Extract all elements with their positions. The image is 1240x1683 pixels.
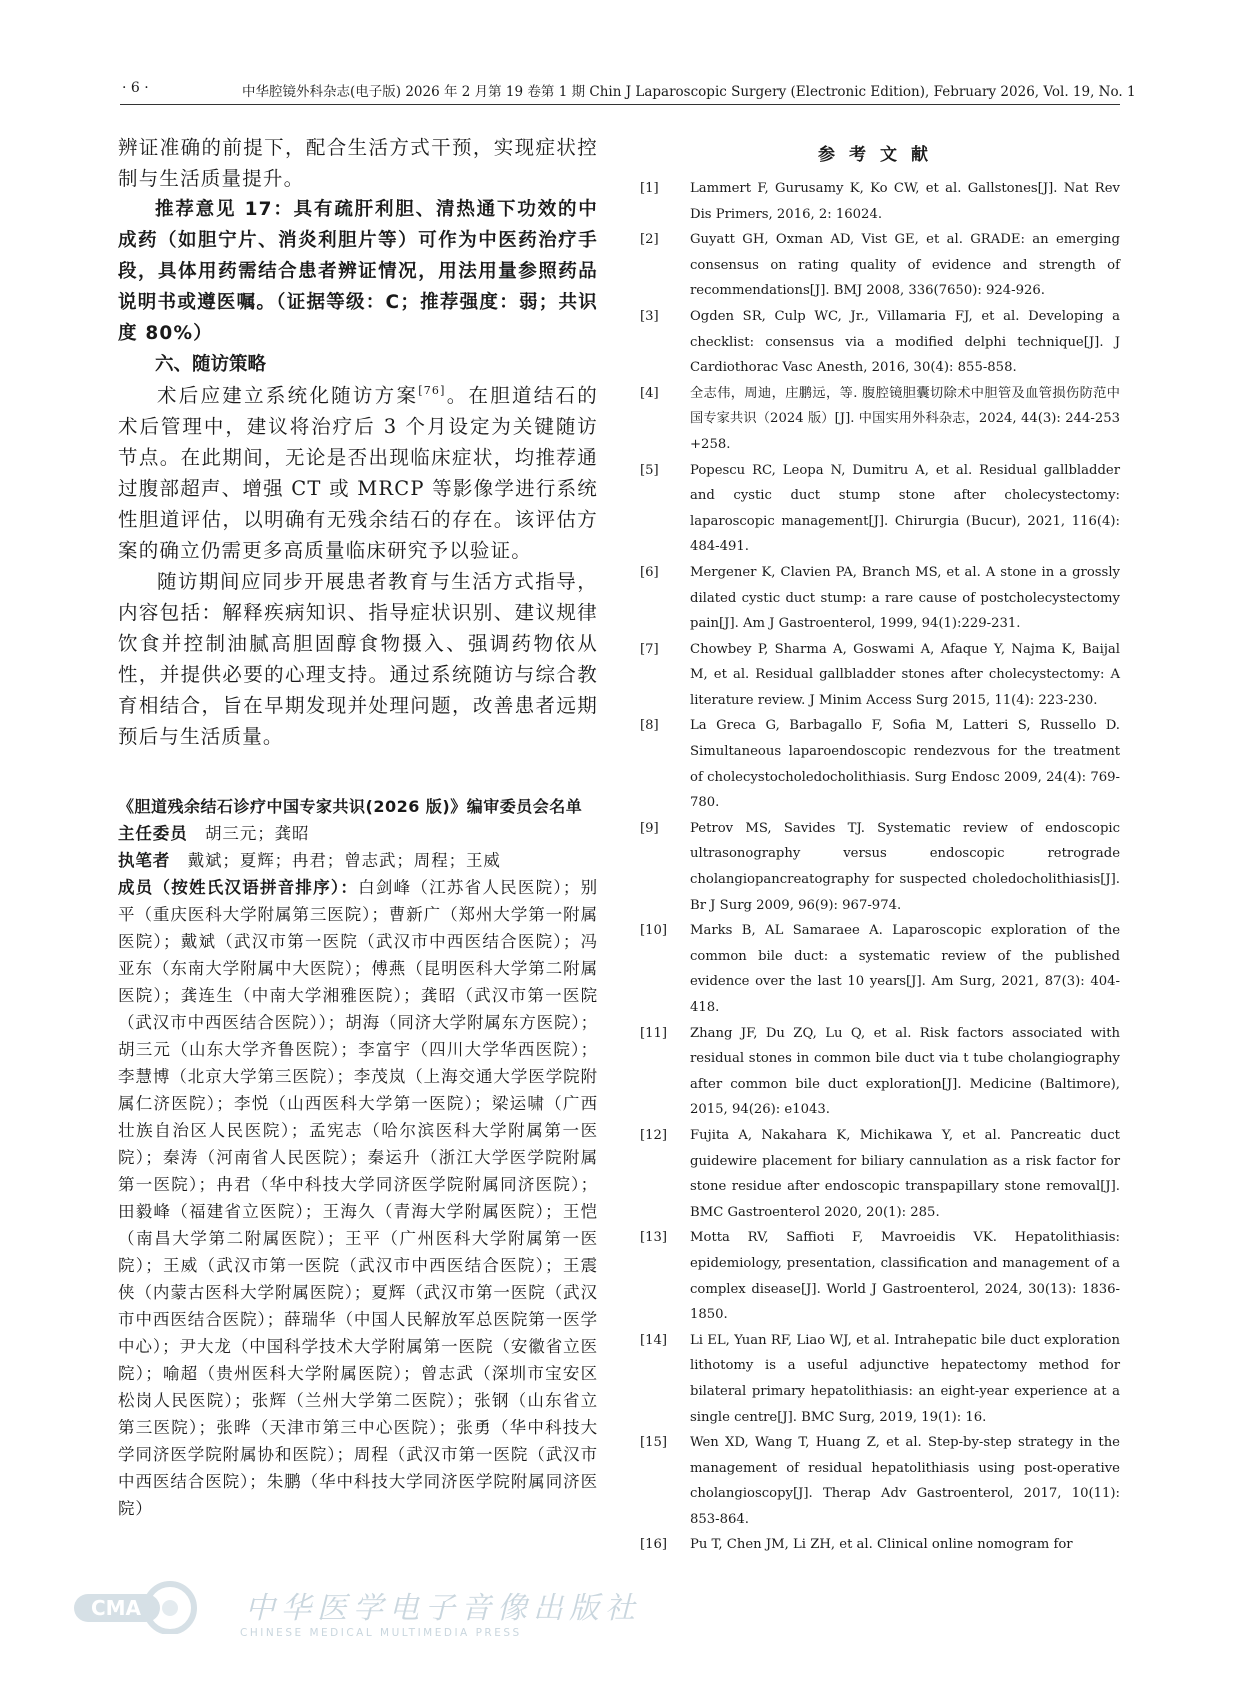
committee-members: 成员（按姓氏汉语拼音排序）：白剑峰（江苏省人民医院）；别平（重庆医科大学附属第三医院）；曹新广（郑州大学第一附属医院）；戴斌（武汉市第一医院（武汉市中西医结合医院）；冯亚东（东南大学附属中大医院）；傅燕（昆明医科大学第二附属医院）；龚连生（中南大学湘雅医院）；龚昭（武汉市第一医院（武汉市中西医结合医院））；胡海（同济大学附属东方医院）；胡三元（山东大学齐鲁医院）；李富宇（四川大学华西医院）；李慧博（北京大学第三医院）；李茂岚（上海交通大学医学院附属仁济医院）；李悦（山西医科大学第一医院）；梁运啸（广西壮族自治区人民医院）；孟宪志（哈尔滨医科大学附属第一医院）；秦涛（河南省人民医院）；秦运升（浙江大学医学院附属第一医院）；冉君（华中科技大学同济医学院附属同济医院）；田毅峰（福建省立医院）；王海久（青海大学附属医院）；王恺（南昌大学第二附属医院）；王平（广州医科大学附属第一医院）；王威（武汉市第一医院（武汉市中西医结合医院）；王震侠（内蒙古医科大学附属医院）；夏辉（武汉市第一医院（武汉市中西医结合医院）；薛瑞华（中国人民解放军总医院第一医学中心）；尹大龙（中国科学技术大学附属第一医院（安徽省立医院）；喻超（贵州医科大学附属医院）；曾志武（深圳市宝安区松岗人民医院）；张辉（兰州大学第二医院）；张钢（山东省立第三医院）；张晔（天津市第三中心医院）；张勇（华中科技大学同济医学院附属协和医院）；周程（武汉市第一医院（武汉市中西医结合医院）；朱鹏（华中科技大学同济医学院附属同济医院） xyxy=(118,878,598,1518)
references-title: 参考文献 xyxy=(818,145,942,165)
right-column xyxy=(640,140,1120,1558)
reference-text: Lammert F, Gurusamy K, Ko CW, et al. Gallstones[J]. Nat Rev Dis Primers, 2016, 2: 16024. xyxy=(690,181,1120,222)
reference-text: 全志伟，周迪，庄鹏远，等. 腹腔镜胆囊切除术中胆管及血管损伤防范中国专家共识（2024 版）[J]. 中国实用外科杂志，2024, 44(3): 244-253 +258. xyxy=(690,385,1120,452)
reference-item xyxy=(640,816,1120,918)
committee-chairs: 主任委员 胡三元；龚昭 xyxy=(118,824,310,843)
body-paragraph: 随访期间应同步开展患者教育与生活方式指导，内容包括：解释疾病知识、指导症状识别、建议规律饮食并控制油腻高胆固醇食物摄入、强调药物依从性，并提供必要的心理支持。通过系统随访与综合教育相结合，旨在早期发现并处理问题，改善患者远期预后与生活质量。 xyxy=(118,570,598,748)
reference-item xyxy=(640,458,1120,560)
reference-number: [14] xyxy=(640,1332,668,1348)
reference-number: [3] xyxy=(640,308,659,324)
recommendation-17: 推荐意见 17：具有疏肝利胆、清热通下功效的中成药（如胆宁片、消炎利胆片等）可作为中医药治疗手段，具体用药需结合患者辨证情况，用法用量参照药品说明书或遵医嘱。（证据等级：C；推荐强度：弱；共识度 80%） xyxy=(118,199,598,344)
reference-text: Fujita A, Nakahara K, Michikawa Y, et al. Pancreatic duct guidewire placement for biliary cannulation as a risk factor for stone residue after endoscopic transpapillary stone removal[J]. BMC Gastroenterol 2020, 20(1): 285. xyxy=(690,1127,1120,1220)
reference-item xyxy=(640,1225,1120,1327)
committee-writers: 执笔者 戴斌；夏辉；冉君；曾志武；周程；王威 xyxy=(118,851,501,870)
reference-number: [9] xyxy=(640,820,659,836)
section-heading: 六、随访策略 xyxy=(155,354,267,375)
citation-76[interactable]: [76] xyxy=(418,384,446,397)
committee-title: 《胆道残余结石诊疗中国专家共识(2026 版)》编审委员会名单 xyxy=(118,797,583,816)
page-number: · 6 · xyxy=(122,80,149,96)
reference-text: Chowbey P, Sharma A, Goswami A, Afaque Y, Najma K, Baijal M, et al. Residual gallbladder stones after cholecystectomy: A literature review. J Minim Access Surg 2015, 11(4): 223-230. xyxy=(690,641,1120,708)
reference-text: Petrov MS, Savides TJ. Systematic review of endoscopic ultrasonography versus endoscopic retrograde cholangiopancreatography for suspected choledocholithiasis[J]. Br J Surg 2009, 96(9): 967-974. xyxy=(690,820,1120,913)
reference-number: [13] xyxy=(640,1230,668,1246)
reference-item xyxy=(640,1123,1120,1225)
reference-item xyxy=(640,637,1120,714)
body-paragraph: 辨证准确的前提下，配合生活方式干预，实现症状控制与生活质量提升。 xyxy=(118,136,598,190)
reference-number: [5] xyxy=(640,462,659,478)
reference-item xyxy=(640,560,1120,637)
reference-text: Motta RV, Saffioti F, Mavroeidis VK. Hepatolithiasis: epidemiology, presentation, classification and management of a complex disease[J]. World J Gastroenterol, 2024, 30(13): 1836-1850. xyxy=(690,1230,1120,1323)
reference-text: Ogden SR, Culp WC, Jr., Villamaria FJ, et al. Developing a checklist: consensus via a modified delphi technique[J]. J Cardiothorac Vasc Anesth, 2016, 30(4): 855-858. xyxy=(690,308,1120,376)
journal-citation: 中华腔镜外科杂志(电子版) 2026 年 2 月第 19 卷第 1 期 Chin J Laparoscopic Surgery (Electronic Edition), February 2026, Vol. 19, No. 1 xyxy=(242,84,1136,100)
reference-text: Wen XD, Wang T, Huang Z, et al. Step-by-step strategy in the management of residual hepatolithiasis using post-operative cholangioscopy[J]. Therap Adv Gastroenterol, 2017, 10(11): 853-864. xyxy=(690,1435,1120,1527)
reference-item xyxy=(640,713,1120,815)
press-name-cn: 中华医学电子音像出版社 xyxy=(245,1591,641,1626)
reference-number: [16] xyxy=(640,1537,668,1553)
reference-item xyxy=(640,918,1120,1020)
reference-number: [1] xyxy=(640,181,659,196)
reference-item xyxy=(640,304,1120,381)
press-name-en: CHINESE MEDICAL MULTIMEDIA PRESS xyxy=(240,1627,522,1639)
reference-number: [10] xyxy=(640,923,668,939)
reference-number: [7] xyxy=(640,641,659,657)
body-paragraph: 术后应建立系统化随访方案[76]。在胆道结石的术后管理中，建议将治疗后 3 个月设定为关键随访节点。在此期间，无论是否出现临床症状，均推荐通过腹部超声、增强 CT 或 MRCP 等影像学进行系统性胆道评估，以明确有无残余结石的存在。该评估方案的确立仍需更多高质量临床研究予以验证。 xyxy=(118,384,599,562)
reference-text: Marks B, AL Samaraee A. Laparoscopic exploration of the common bile duct: a systematic review of the published evidence over the last 10 years[J]. Am Surg, 2021, 87(3): 404-418. xyxy=(690,923,1120,1015)
reference-text: Mergener K, Clavien PA, Branch MS, et al. A stone in a grossly dilated cystic duct stump: a rare cause of postcholecystectomy pain[J]. Am J Gastroenterol, 1999, 94(1):229-231. xyxy=(690,564,1120,632)
reference-number: [6] xyxy=(640,564,659,580)
reference-item xyxy=(640,1532,1120,1558)
reference-number: [8] xyxy=(640,718,659,734)
reference-number: [12] xyxy=(640,1127,668,1143)
svg-text:CMA: CMA xyxy=(90,1596,142,1620)
running-header xyxy=(120,78,1136,105)
reference-number: [15] xyxy=(640,1435,668,1451)
reference-number: [2] xyxy=(640,232,659,248)
reference-number: [4] xyxy=(640,385,659,401)
reference-item xyxy=(640,176,1120,227)
reference-text: Popescu RC, Leopa N, Dumitru A, et al. Residual gallbladder and cystic duct stump stone after cholecystectomy: laparoscopic management[J]. Chirurgia (Bucur), 2021, 116(4): 484-491. xyxy=(690,462,1120,555)
reference-item xyxy=(640,1021,1120,1123)
cma-logo-icon xyxy=(70,1578,230,1634)
reference-text: Guyatt GH, Oxman AD, Vist GE, et al. GRADE: an emerging consensus on rating quality of evidence and strength of recommendations[J]. BMJ 2008, 336(7650): 924-926. xyxy=(690,232,1120,299)
reference-item xyxy=(640,1328,1120,1430)
reference-text: Li EL, Yuan RF, Liao WJ, et al. Intrahepatic bile duct exploration lithotomy is a useful adjunctive hepatectomy method for bilateral primary hepatolithiasis: an eight-year experience at a single centre[J]. BMC Surg, 2019, 19(1): 16. xyxy=(690,1332,1120,1425)
reference-number: [11] xyxy=(640,1025,668,1041)
reference-text: La Greca G, Barbagallo F, Sofia M, Latteri S, Russello D. Simultaneous laparoendoscopic rendezvous for the treatment of cholecystocholedocholithiasis. Surg Endosc 2009, 24(4): 769-780. xyxy=(690,718,1120,811)
reference-text: Zhang JF, Du ZQ, Lu Q, et al. Risk factors associated with residual stones in common bile duct via t tube cholangiography after common bile duct exploration[J]. Medicine (Baltimore), 2015, 94(26): e1043. xyxy=(690,1025,1120,1118)
reference-text: Pu T, Chen JM, Li ZH, et al. Clinical online nomogram for xyxy=(690,1537,1073,1553)
reference-item xyxy=(640,381,1120,458)
reference-list xyxy=(640,176,1120,1558)
reference-item xyxy=(640,227,1120,304)
left-column xyxy=(118,132,598,1522)
reference-item xyxy=(640,1430,1120,1532)
